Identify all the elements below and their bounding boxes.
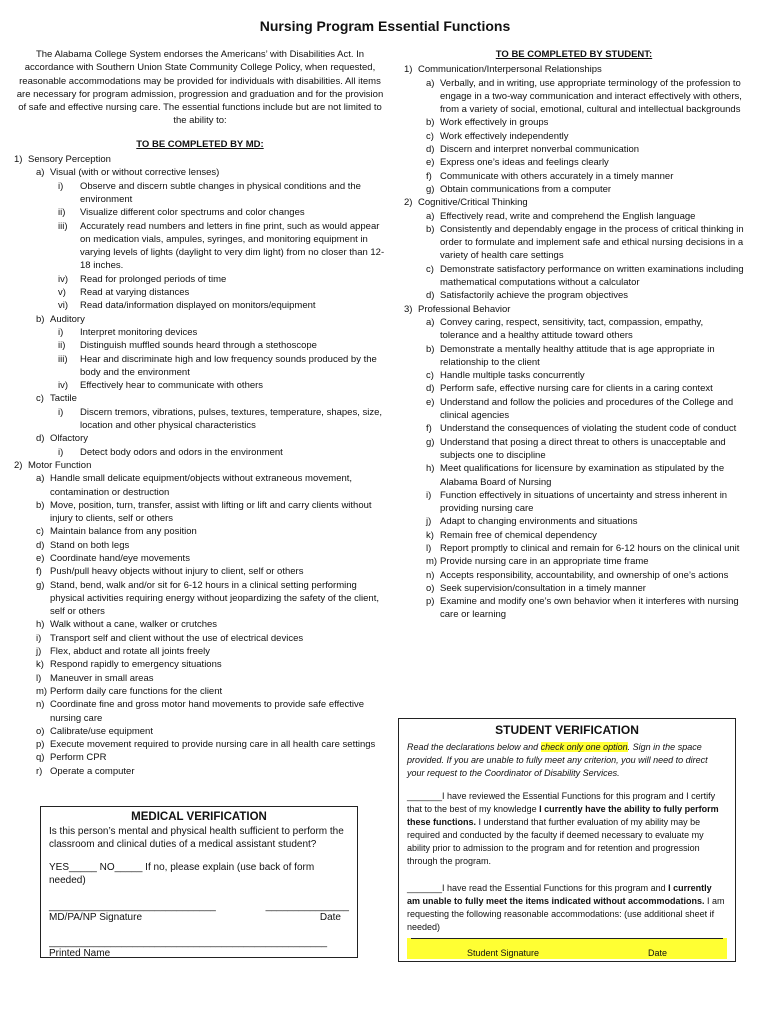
item-label: k) <box>426 529 434 541</box>
student-function-item <box>404 130 744 143</box>
item-text: Accurately read numbers and letters in fine print, such as would appear on medication vials, ampules, syringes, and monitoring equipment in varying levels of lights (daylight to very dim light) from no closer than 12-18 inches. <box>80 220 385 272</box>
item-label: c) <box>426 370 434 382</box>
item-text: Execute movement required to provide nursing care in all health care settings <box>50 739 376 751</box>
item-text: Olfactory <box>50 433 89 445</box>
student-function-item <box>404 369 744 382</box>
md-function-item <box>14 273 386 286</box>
md-function-item <box>14 658 386 671</box>
md-signature-label: MD/PA/NP Signature <box>49 912 143 923</box>
medical-question: Is this person’s mental and physical health sufficient to perform the classroom and clinical duties of a medical assistant student? <box>49 826 344 850</box>
student-function-item <box>404 582 744 595</box>
item-text: Satisfactorily achieve the program objectives <box>440 290 628 302</box>
item-label: f) <box>36 566 42 578</box>
item-text: Function effectively in situations of uncertainty and stress inherent in providing nursing care <box>440 489 728 515</box>
item-text: Remain free of chemical dependency <box>440 529 597 541</box>
item-text: Accepts responsibility, accountability, and ownership of one’s actions <box>440 569 729 581</box>
md-function-item <box>14 166 386 179</box>
item-text: Detect body odors and odors in the environment <box>80 446 283 458</box>
student-function-item <box>404 143 744 156</box>
item-text: Discern and interpret nonverbal communication <box>440 144 640 156</box>
student-function-item <box>404 542 744 555</box>
md-function-item <box>14 459 386 472</box>
item-label: vi) <box>58 300 69 312</box>
md-function-item <box>14 751 386 764</box>
item-text: Walk without a cane, walker or crutches <box>50 619 218 631</box>
item-text: Effectively read, write and comprehend the English language <box>440 210 696 222</box>
md-function-item <box>14 738 386 751</box>
item-label: i) <box>36 632 42 644</box>
student-function-item <box>404 196 744 209</box>
item-text: Understand and follow the policies and procedures of the College and clinical agencies <box>440 396 734 422</box>
item-text: Maneuver in small areas <box>50 672 154 684</box>
item-text: Motor Function <box>28 459 92 471</box>
md-signature-line[interactable]: ______________________________ <box>49 901 216 912</box>
item-label: o) <box>36 725 45 737</box>
md-function-item <box>14 353 386 380</box>
item-label: ii) <box>58 207 66 219</box>
student-signature-label: Student Signature <box>467 948 540 958</box>
md-date-label: Date <box>319 912 341 923</box>
item-text: Perform safe, effective nursing care for clients in a caring context <box>440 383 713 395</box>
item-text: Obtain communications from a computer <box>440 183 612 195</box>
item-text: Coordinate fine and gross motor hand movements to provide safe effective nursing care <box>50 699 365 724</box>
item-text: Calibrate/use equipment <box>50 725 153 737</box>
item-label: 3) <box>404 303 413 315</box>
item-label: iii) <box>58 220 68 232</box>
item-text: Work effectively in groups <box>440 117 549 129</box>
item-text: Visual (with or without corrective lenses) <box>50 167 220 179</box>
item-text: Read at varying distances <box>80 287 190 299</box>
item-text: Auditory <box>50 313 85 325</box>
md-function-item <box>14 579 386 619</box>
item-label: i) <box>426 489 432 501</box>
item-label: b) <box>36 313 45 325</box>
item-text: Visualize different color spectrums and color changes <box>80 207 305 219</box>
item-label: a) <box>426 210 435 222</box>
item-label: g) <box>426 436 435 448</box>
item-text: Coordinate hand/eye movements <box>50 552 190 564</box>
item-label: i) <box>58 326 64 338</box>
option-unable[interactable]: _______I have read the Essential Functions for this program and I currently am unable to fully meet the items indicated without accommodations. I am requesting the following reasonable accommodations: (use additional sheet if needed) <box>407 883 725 932</box>
item-text: Handle multiple tasks concurrently <box>440 370 585 382</box>
item-text: Stand, bend, walk and/or sit for 6-12 hours in a clinical setting performing physical activities requiring energy without jeopardizing the safety of the client, self or others <box>50 579 379 618</box>
student-instructions: Read the declarations below and check only one option. Sign in the space provided. If you are unable to fully meet any criterion, you will need to direct your request to the Coordinator of Disability Services. <box>407 742 708 778</box>
student-function-item <box>404 289 744 302</box>
student-verification-box <box>398 718 736 962</box>
student-date-label: Date <box>647 948 667 958</box>
item-text: Meet qualifications for licensure by examination as stipulated by the Alabama Board of Nursing <box>440 463 725 488</box>
item-label: 2) <box>14 459 23 471</box>
item-label: a) <box>36 473 45 485</box>
md-function-item <box>14 299 386 312</box>
item-label: g) <box>36 579 45 591</box>
item-text: Verbally, and in writing, use appropriate terminology of the profession to engage in a two-way communication and interact effectively with others, from a variety of social, emotional, cultural and intellectual backgrounds <box>440 77 742 116</box>
item-label: d) <box>426 144 435 156</box>
item-text: Understand the consequences of violating the student code of conduct <box>440 423 737 435</box>
item-text: Perform CPR <box>50 752 107 764</box>
item-label: c) <box>36 393 44 405</box>
md-function-item <box>14 446 386 459</box>
page-title: Nursing Program Essential Functions <box>259 18 511 34</box>
item-label: f) <box>426 423 432 435</box>
item-label: c) <box>36 526 44 538</box>
item-text: Work effectively independently <box>440 130 569 142</box>
item-text: Seek supervision/consultation in a timely manner <box>440 582 646 594</box>
item-text: Consistently and dependably engage in the process of critical thinking in order to formulate and implement safe and ethical nursing decisions in a variety of health care settings <box>440 223 744 262</box>
student-function-item <box>404 436 744 463</box>
item-label: a) <box>426 316 435 328</box>
md-section-heading: TO BE COMPLETED BY MD: <box>136 138 264 150</box>
student-verification-heading: STUDENT VERIFICATION <box>495 723 639 737</box>
item-label: 1) <box>404 64 413 76</box>
item-text: Communication/Interpersonal Relationships <box>418 64 602 76</box>
item-label: iii) <box>58 353 68 365</box>
md-function-item <box>14 180 386 207</box>
md-function-item <box>14 765 386 778</box>
item-text: Demonstrate satisfactory performance on written examinations including mathematical computations without a calculator <box>440 263 744 289</box>
item-text: Read for prolonged periods of time <box>80 273 227 285</box>
item-label: k) <box>36 659 44 671</box>
md-function-item <box>14 206 386 219</box>
student-signature-row[interactable] <box>407 938 727 959</box>
item-label: e) <box>426 396 435 408</box>
student-function-item <box>404 515 744 528</box>
item-label: g) <box>426 183 435 195</box>
item-label: f) <box>426 170 432 182</box>
item-label: c) <box>426 130 434 142</box>
student-function-item <box>404 396 744 423</box>
student-section-heading: TO BE COMPLETED BY STUDENT: <box>495 49 653 60</box>
item-label: m) <box>36 685 48 697</box>
item-label: h) <box>36 619 45 631</box>
md-function-item <box>14 685 386 698</box>
student-function-item <box>404 156 744 169</box>
item-label: r) <box>36 765 43 777</box>
student-function-item <box>404 183 744 196</box>
student-function-item <box>404 210 744 223</box>
item-label: j) <box>36 646 42 658</box>
item-text: Stand on both legs <box>50 539 130 551</box>
item-label: iv) <box>58 273 69 285</box>
md-function-item <box>14 632 386 645</box>
left-column <box>14 48 386 778</box>
student-function-item <box>404 263 744 290</box>
md-function-item <box>14 525 386 538</box>
md-function-item <box>14 153 386 166</box>
md-function-item <box>14 725 386 738</box>
item-text: Read data/information displayed on monitors/equipment <box>80 300 316 312</box>
md-function-item <box>14 698 386 725</box>
item-label: e) <box>36 552 45 564</box>
item-label: n) <box>36 699 45 711</box>
item-text: Cognitive/Critical Thinking <box>418 197 528 209</box>
item-text: Examine and modify one’s own behavior when it interferes with nursing care or learning <box>440 596 739 621</box>
item-label: i) <box>58 180 64 192</box>
student-function-item <box>404 303 744 316</box>
md-function-item <box>14 406 386 433</box>
student-function-item <box>404 422 744 435</box>
md-function-item <box>14 565 386 578</box>
md-function-item <box>14 326 386 339</box>
item-label: 1) <box>14 154 23 166</box>
student-function-item <box>404 529 744 542</box>
md-function-item <box>14 313 386 326</box>
item-label: p) <box>36 739 45 751</box>
md-function-item <box>14 286 386 299</box>
item-text: Maintain balance from any position <box>50 526 197 538</box>
item-text: Distinguish muffled sounds heard through a stethoscope <box>80 340 317 352</box>
md-date-line[interactable]: _______________ <box>265 901 349 912</box>
student-function-item <box>404 316 744 343</box>
item-text: Discern tremors, vibrations, pulses, textures, temperature, shapes, size, location and other physical characteristics <box>80 406 383 432</box>
md-function-item <box>14 645 386 658</box>
item-label: o) <box>426 582 435 594</box>
item-label: d) <box>36 433 45 445</box>
item-label: q) <box>36 752 45 764</box>
medical-verification-box <box>40 806 358 958</box>
item-text: Observe and discern subtle changes in physical conditions and the environment <box>80 180 361 205</box>
md-function-item <box>14 379 386 392</box>
md-function-item <box>14 220 386 273</box>
md-function-item <box>14 539 386 552</box>
item-label: a) <box>36 167 45 179</box>
md-function-item <box>14 432 386 445</box>
right-column <box>404 48 744 622</box>
item-text: Professional Behavior <box>418 303 511 315</box>
item-label: ii) <box>58 340 66 352</box>
student-function-item <box>404 116 744 129</box>
student-function-item <box>404 77 744 117</box>
yes-no-field[interactable]: YES_____ NO_____ If no, please explain (use back of form needed) <box>49 862 315 886</box>
md-function-item <box>14 339 386 352</box>
item-label: l) <box>36 672 42 684</box>
item-text: Push/pull heavy objects without injury to client, self or others <box>50 566 304 578</box>
intro-paragraph: The Alabama College System endorses the Americans’ with Disabilities Act. In accordance with Southern Union State Community College Policy, when requested, reasonable accommodations may be provided for individuals with disabilities. All items are necessary for program admission, progression and graduation and for the provision of safe and effective nursing care. The essential functions include but are not limited to the ability to: <box>16 49 384 127</box>
item-text: Effectively hear to communicate with others <box>80 380 264 392</box>
student-function-item <box>404 555 744 568</box>
md-function-item <box>14 392 386 405</box>
item-label: e) <box>426 157 435 169</box>
md-functions-list <box>14 153 386 778</box>
item-label: n) <box>426 569 435 581</box>
item-label: i) <box>58 446 64 458</box>
item-text: Provide nursing care in an appropriate time frame <box>440 556 649 568</box>
md-function-item <box>14 552 386 565</box>
item-text: Express one’s ideas and feelings clearly <box>440 157 609 169</box>
item-label: m) <box>426 556 438 568</box>
medical-verification-heading: MEDICAL VERIFICATION <box>131 811 267 823</box>
printed-name-line[interactable]: __________________________________________________ <box>49 937 328 948</box>
item-label: v) <box>58 287 66 299</box>
item-label: d) <box>426 290 435 302</box>
item-text: Transport self and client without the use of electrical devices <box>50 632 304 644</box>
student-function-item <box>404 170 744 183</box>
item-text: Understand that posing a direct threat to others is unacceptable and subjects one to discipline <box>440 436 726 461</box>
item-label: iv) <box>58 380 69 392</box>
item-text: Demonstrate a mentally healthy attitude that is age appropriate in relationship to the client <box>440 343 715 368</box>
item-text: Tactile <box>50 393 77 405</box>
student-functions-list <box>404 63 744 621</box>
item-text: Report promptly to clinical and remain for 6-12 hours on the clinical unit <box>440 542 740 554</box>
printed-name-label: Printed Name <box>49 948 111 959</box>
item-label: j) <box>426 516 432 528</box>
item-label: 2) <box>404 197 413 209</box>
highlight-check-one: check only one option <box>540 742 628 752</box>
item-label: l) <box>426 542 432 554</box>
item-label: a) <box>426 77 435 89</box>
item-text: Handle small delicate equipment/objects without extraneous movement, contamination or destruction <box>50 473 353 498</box>
student-function-item <box>404 595 744 622</box>
item-label: b) <box>426 223 435 235</box>
student-function-item <box>404 63 744 76</box>
item-label: d) <box>36 539 45 551</box>
student-function-item <box>404 343 744 370</box>
item-text: Perform daily care functions for the client <box>50 685 223 697</box>
item-label: b) <box>426 117 435 129</box>
item-text: Convey caring, respect, sensitivity, tact, compassion, empathy, tolerance and a healthy attitude toward others <box>440 316 704 342</box>
md-function-item <box>14 472 386 499</box>
item-label: b) <box>426 343 435 355</box>
md-function-item <box>14 618 386 631</box>
student-function-item <box>404 223 744 263</box>
item-label: d) <box>426 383 435 395</box>
item-text: Respond rapidly to emergency situations <box>50 659 222 671</box>
item-label: b) <box>36 499 45 511</box>
student-function-item <box>404 462 744 489</box>
item-text: Communicate with others accurately in a timely manner <box>440 170 674 182</box>
md-function-item <box>14 499 386 526</box>
item-text: Adapt to changing environments and situations <box>440 516 638 528</box>
item-text: Operate a computer <box>50 765 135 777</box>
item-text: Flex, abduct and rotate all joints freely <box>50 646 211 658</box>
item-label: h) <box>426 463 435 475</box>
option-able[interactable]: _______I have reviewed the Essential Functions for this program and I certify that to the best of my knowledge I currently have the ability to fully perform these functions. I understand that further evaluation of my ability may be required and conducted by the faculty if deemed necessary to evaluate my ability prior to admission to the program and for retention and progression through the program. <box>407 791 719 866</box>
item-text: Interpret monitoring devices <box>80 326 198 338</box>
item-text: Sensory Perception <box>28 154 111 166</box>
item-text: Hear and discriminate high and low frequency sounds produced by the body and the environment <box>80 353 377 378</box>
student-function-item <box>404 382 744 395</box>
item-label: p) <box>426 596 435 608</box>
student-function-item <box>404 489 744 516</box>
student-function-item <box>404 569 744 582</box>
item-label: c) <box>426 263 434 275</box>
item-label: i) <box>58 406 64 418</box>
item-text: Move, position, turn, transfer, assist with lifting or lift and carry clients without injury to clients, self or others <box>50 499 372 525</box>
md-function-item <box>14 672 386 685</box>
